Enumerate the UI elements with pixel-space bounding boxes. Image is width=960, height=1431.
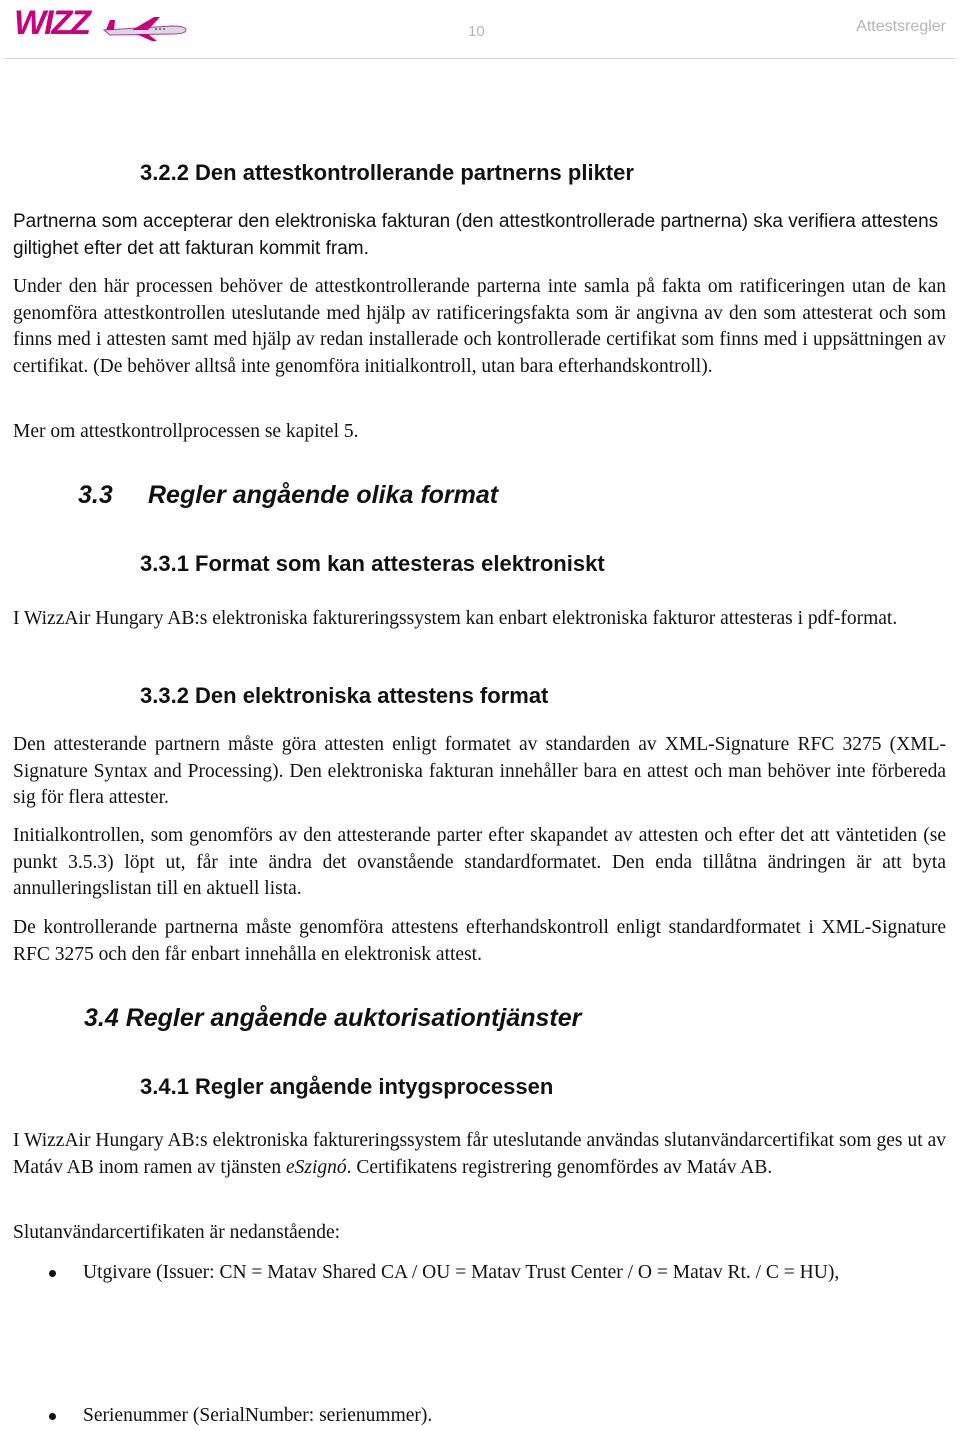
list-item-text: Utgivare (Issuer: CN = Matav Shared CA / OU = Matav Trust Center / O = Matav Rt. / C = HU), <box>83 1262 840 1283</box>
service-name: eSzignó <box>285 1156 347 1178</box>
paragraph: Initialkontrollen, som genomförs av den attesterande parter efter skapandet av attesten och efter det att väntetiden (se punkt 3.5.3) löpt ut, får inte ändra det ovanstående standardformatet. Den enda tillåtna ändringen är att byta annulleringslistan till en aktuell lista. <box>13 825 946 899</box>
paragraph <box>13 1128 946 1181</box>
page-header <box>0 0 960 58</box>
heading-3-4-1: 3.4.1 Regler angående intygsprocessen <box>140 1074 554 1099</box>
heading-3-3 <box>78 481 498 510</box>
airplane-icon <box>102 14 188 42</box>
running-title: Attestsregler <box>856 18 946 35</box>
paragraph: I WizzAir Hungary AB:s elektroniska faktureringssystem kan enbart elektroniska fakturor attesteras i pdf-format. <box>13 608 898 629</box>
header-divider <box>4 58 956 59</box>
page-number: 10 <box>468 23 485 40</box>
list-item <box>13 1403 946 1431</box>
paragraph: Under den här processen behöver de attestkontrollerande parterna inte samla på fakta om ratificeringen utan de kan genomföra attestkontrollen uteslutande med hjälp av ratificeringsfakta som är angivna av den som attesterat och som finns med i attesten samt med hjälp av redan installerade och kontrollerade certifikat som finns med i uppsättningen av certifikat. (De behöver alltså inte genomföra initialkontroll, utan bara efterhandskontroll). <box>13 276 946 377</box>
paragraph: Slutanvändarcertifikaten är nedanstående: <box>13 1222 341 1243</box>
heading-3-4: 3.4 Regler angående auktorisationtjänster <box>84 1004 582 1032</box>
heading-title: Regler angående olika format <box>148 481 499 509</box>
paragraph: Partnerna som accepterar den elektroniska fakturan (den attestkontrollerade partnerna) ska verifiera attestens giltighet efter det att fakturan kommit fram. <box>13 211 939 259</box>
list-item-text: Serienummer (SerialNumber: serienummer). <box>83 1405 433 1426</box>
paragraph-text: I WizzAir Hungary AB:s elektroniska faktureringssystem får uteslutande användas slutanvändarcertifikat som ges ut av Matáv AB inom ramen av tjänsten <box>13 1130 946 1178</box>
paragraph: Den attesterande partnern måste göra attesten enligt formatet av standarden av XML-Signature RFC 3275 (XML-Signature Syntax and Processing). Den elektroniska fakturan innehåller bara en attest och man behöver inte förbereda sig för flera attester. <box>13 734 946 808</box>
paragraph: Mer om attestkontrollprocessen se kapitel 5. <box>13 421 359 442</box>
paragraph: De kontrollerande partnerna måste genomföra attestens efterhandskontroll enligt standardformatet i XML-Signature RFC 3275 och den får enbart innehålla en elektronisk attest. <box>13 917 946 965</box>
bullet-icon <box>49 1413 56 1420</box>
heading-3-2-2: 3.2.2 Den attestkontrollerande partnerns plikter <box>140 160 634 185</box>
logo-text: WIZZ <box>14 4 90 42</box>
heading-number: 3.3 <box>78 481 113 509</box>
heading-3-3-1: 3.3.1 Format som kan attesteras elektroniskt <box>140 551 605 576</box>
paragraph-text: . Certifikatens registrering genomfördes av Matáv AB. <box>346 1156 773 1178</box>
heading-3-3-2: 3.3.2 Den elektroniska attestens format <box>140 683 549 708</box>
list-item <box>13 1260 946 1320</box>
bullet-icon <box>49 1270 56 1277</box>
wizz-logo <box>14 6 174 46</box>
